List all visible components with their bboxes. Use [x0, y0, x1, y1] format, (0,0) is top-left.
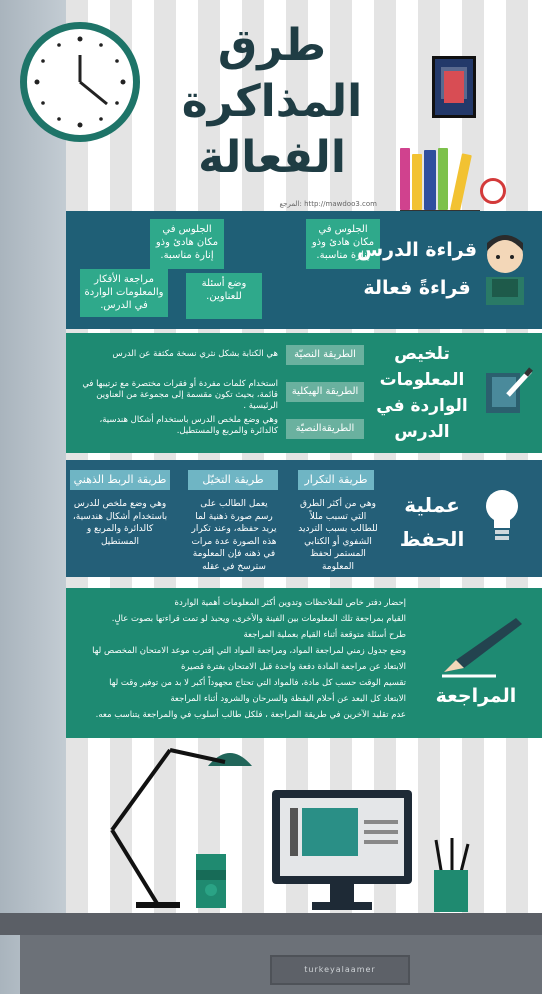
revision-item: الابتعاد كل البعد عن أحلام اليقظة والسرحان والشرود أثناء المراجعة	[170, 694, 406, 704]
memorize-text-imagination: يعمل الطالب على رسم صورة ذهنية لما يريد حفظه، وعند تكرار هذه الصورة عدة مرات في ذهنه فإن المعلومة سترسخ في عقله	[191, 499, 277, 572]
alarm-clock-icon	[480, 178, 506, 204]
footer-credit: turkeyalaamer	[304, 965, 376, 974]
revision-item: وضع جدول زمني لمراجعة المواد، ومراجعة المواد التي إقترب موعد الامتحان المخصص لها	[92, 646, 406, 656]
title-line-2: المذاكرة	[181, 76, 363, 127]
reading-box-3: وضع أسئلة للعناوين.	[186, 273, 262, 319]
left-grey-bar	[0, 0, 66, 994]
lightbulb-icon	[482, 488, 522, 544]
memorize-text-association: وهي وضع ملخص للدرس باستخدام أشكال هندسية، كالدائرة والمربع و المستطيل	[72, 499, 168, 547]
revision-item: تقسيم الوقت حسب كل مادة، فالمواد التي تحتاج مجهوداً أكبر لا بد من توفير وقت لها	[109, 678, 406, 688]
memorizing-section-title: عملية الحفظ	[399, 493, 465, 551]
summary-desc-1: هي الكتابة بشكل نثري نسخة مكثفة عن الدرس	[112, 349, 278, 359]
books-icon	[400, 140, 480, 210]
tab-text-method: الطريقة النصيّة	[286, 345, 364, 365]
title-line-1: طرق	[217, 20, 327, 71]
reading-box-1: الجلوس في مكان هادئ وذو إنارة مناسبة.	[306, 219, 380, 269]
infographic-title	[152, 18, 392, 186]
desk-top	[0, 913, 542, 935]
memorize-text-repetition: وهي من أكثر الطرق التي تسبب مللاً للطالب بسبب الترديد الشفوي أو الكتابي المستمر لحفظ المعلومة	[298, 499, 378, 572]
memorize-heading-association: طريقة الربط الذهني	[70, 470, 170, 490]
reference-text: المرجع: http://mawdoo3.com	[279, 200, 377, 208]
title-line-3: الفعالة	[198, 132, 346, 183]
memorize-heading-repetition: طريقة التكرار	[298, 470, 374, 490]
summary-desc-2: استخدام كلمات مفردة أو فقرات مختصرة مع ترتيبها في قائمة، بحيث تكون مقسمة إلى مجموعة من العناوين الرئيسية .	[82, 379, 278, 411]
desk-lamp-icon	[100, 740, 260, 910]
revision-item: الابتعاد عن مراجعة المادة دفعة واحدة قبل الامتحان بفترة قصيرة	[180, 662, 406, 672]
reading-box-4: مراجعة الأفكار والمعلومات الواردة في الدرس.	[80, 269, 168, 317]
section-summarizing	[66, 333, 542, 453]
revision-item: إحضار دفتر خاص للملاحظات وتدوين أكثر المعلومات أهمية الواردة	[174, 598, 406, 608]
tab-text-method-2: الطريقةالنصيّة	[286, 419, 364, 439]
section-reading	[66, 211, 542, 329]
student-reading-icon	[478, 229, 532, 307]
revision-section-title: المراجعة	[435, 685, 517, 707]
picture-frame-icon	[432, 56, 476, 118]
section-revision	[66, 588, 542, 738]
reading-section-title: قراءة الدرس قراءةً فعالة	[356, 239, 478, 299]
summary-desc-3: وهي وضع ملخص الدرس باستخدام أشكال هندسية، كالدائرة والمربع والمستطيل.	[99, 415, 278, 436]
section-memorizing	[66, 460, 542, 577]
summarizing-section-title: تلخيص المعلومات الواردة في الدرس	[376, 344, 468, 442]
revision-item: عدم تقليد الآخرين في طريقة المراجعة ، فلكل طالب أسلوب في والمراجعة يتناسب معه.	[95, 710, 406, 720]
memorize-heading-imagination: طريقة التخيّل	[188, 470, 278, 490]
pencil-icon	[436, 610, 528, 680]
tab-structural-method: الطريقة الهيكلية	[286, 382, 364, 402]
coffee-cup-icon	[192, 852, 234, 912]
reading-box-2: الجلوس في مكان هادئ وذو إنارة مناسبة.	[150, 219, 224, 269]
revision-item: طرح أسئلة متوقعة أثناء القيام بعملية المراجعة	[243, 630, 406, 640]
clock-icon	[20, 22, 140, 142]
computer-monitor-icon	[272, 790, 412, 914]
pencil-holder-icon	[430, 836, 474, 914]
notebook-pen-icon	[482, 365, 536, 417]
revision-item: القيام بمراجعة تلك المعلومات بين الفينة والأخرى، ويحبذ لو تمت قراءتها بصوت عالٍ.	[111, 614, 406, 624]
